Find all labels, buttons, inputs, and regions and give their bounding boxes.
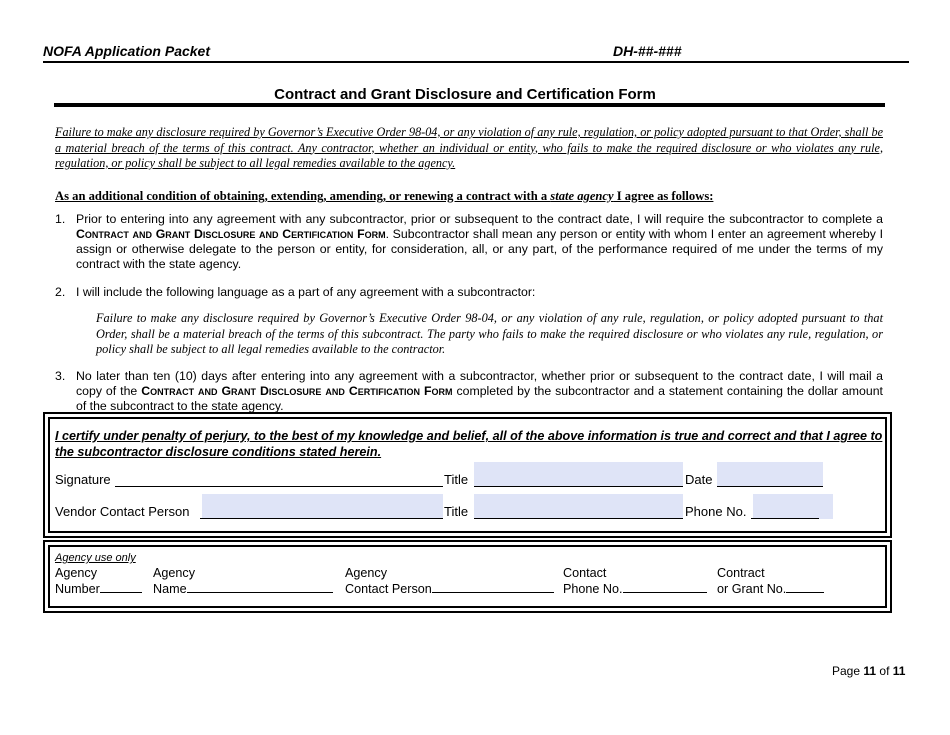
form-title: Contract and Grant Disclosure and Certification Form	[274, 86, 656, 103]
agency-number-field: Agency Number	[55, 565, 142, 597]
phone-input[interactable]	[753, 494, 833, 519]
date-label: Date	[685, 472, 713, 487]
header-left: NOFA Application Packet	[43, 43, 210, 59]
page-number: Page 11 of 11	[832, 664, 906, 678]
signature-line[interactable]	[115, 486, 443, 487]
vendor-contact-input[interactable]	[202, 494, 443, 519]
list-item-3: 3. No later than ten (10) days after entering into any agreement with a subcontractor, whether prior or subsequent to the contract date, I will mail a copy of the Contract and Grant Disclosure and Certification Form completed by the subcontractor and a statement containing the dollar amount of the subcontract to the state agency.	[55, 369, 883, 413]
header-rule	[43, 61, 909, 63]
phone-line	[751, 518, 819, 519]
warning-paragraph: Failure to make any disclosure required by Governor’s Executive Order 98-04, or any violation of any rule, regulation, or policy adopted pursuant to that Order, shall be a material breach of the terms of this contract. Any contractor, whether an individual or entity, who fails to make the required disclosure or who violates any rule, regulation, or policy shall be subject to all legal remedies available to the agency.	[55, 125, 883, 170]
phone-label: Phone No.	[685, 504, 747, 519]
list-item-2: 2. I will include the following language as a part of any agreement with a subcontractor:	[55, 285, 536, 299]
title-line	[474, 486, 683, 487]
title2-input[interactable]	[474, 494, 683, 519]
agency-use-only: Agency use only	[55, 552, 136, 564]
subcontract-quote: Failure to make any disclosure required by Governor’s Executive Order 98-04, or any violation of any rule, regulation, or policy adopted pursuant to that Order, shall be a material breach of the terms of this subcontract. The party who fails to make the required disclosure or who violates any rule, regulation, or policy shall be subject to all legal remedies available to the contractor.	[96, 311, 883, 356]
title2-line	[474, 518, 683, 519]
contract-grant-field: Contract or Grant No.	[717, 565, 824, 597]
date-input[interactable]	[717, 462, 823, 487]
title-input[interactable]	[474, 462, 683, 487]
title-label: Title	[444, 472, 469, 487]
vendor-contact-line	[200, 518, 443, 519]
certification-statement: I certify under penalty of perjury, to the best of my knowledge and belief, all of the above information is true and correct and that I agree to the subcontractor disclosure conditions stated herein.	[55, 429, 883, 459]
contact-phone-field: Contact Phone No.	[563, 565, 707, 597]
title2-label: Title	[444, 504, 469, 519]
agency-contact-field: Agency Contact Person	[345, 565, 554, 597]
condition-statement: As an additional condition of obtaining, extending, amending, or renewing a contract with a state agency I agree as follows:	[55, 189, 714, 203]
signature-label: Signature	[55, 472, 111, 487]
agency-name-field: Agency Name	[153, 565, 333, 597]
header-right: DH-##-###	[613, 43, 682, 59]
title-rule	[54, 103, 885, 107]
vendor-contact-label: Vendor Contact Person	[55, 504, 190, 519]
list-item-1: 1. Prior to entering into any agreement with any subcontractor, prior or subsequent to the contract date, I will require the subcontractor to complete a Contract and Grant Disclosure and Certification Form. Subcontractor shall mean any person or entity with whom I enter an agreement whereby I assign or otherwise delegate to the person or entity, for consideration, all, or any part, of the performance required of me under the terms of my contract with the state agency.	[55, 212, 883, 271]
date-line	[717, 486, 823, 487]
